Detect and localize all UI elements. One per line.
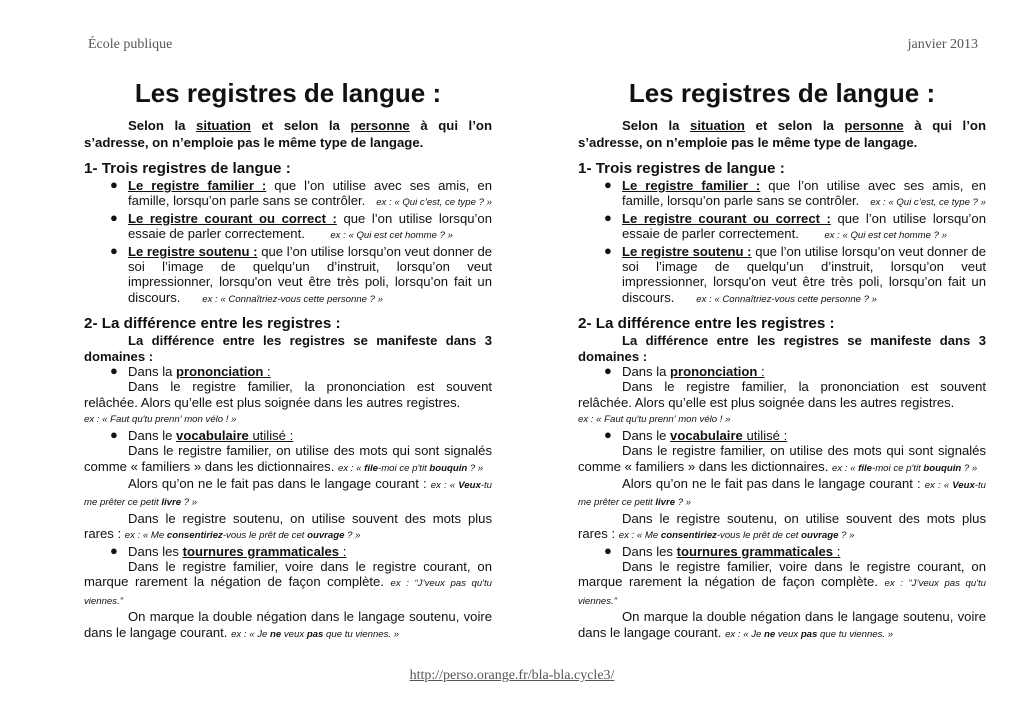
domain-text: Dans le registre familier, voire dans le registre courant, on marque rarement la négation de façon complète. ex : “J’veux pas qu'tu viennes.” xyxy=(84,558,492,607)
bullet-icon: ● xyxy=(604,542,612,558)
domain-text: Alors qu’on ne le fait pas dans le langage courant : ex : « Veux-tu me prêter ce petit livre ? » xyxy=(84,475,492,509)
domain-text: Dans le registre familier, la prononciation est souvent relâchée. Alors qu’elle est plus soignée dans les autres registres. xyxy=(578,379,986,410)
domain-text: Alors qu’on ne le fait pas dans le langage courant : ex : « Veux-tu me prêter ce petit livre ? » xyxy=(578,475,986,509)
bullet-icon: ● xyxy=(604,209,612,225)
bullet-icon: ● xyxy=(110,177,118,192)
domain-text: Dans le registre soutenu, on utilise souvent des mots plus rares : ex : « Me consentiriez-vous le prêt de cet ouvrage ? » xyxy=(84,510,492,542)
sheet-copy-right xyxy=(578,78,986,642)
bullet-registre-familier: ● Le registre familier : que l’on utilise avec ses amis, en famille, lorsqu’on parle sans se contrôler. ex : « Qui c’est, ce type ? » xyxy=(110,177,492,209)
section-title: 2- La différence entre les registres : xyxy=(578,315,835,333)
section-title: 1- Trois registres de langue : xyxy=(84,160,291,177)
domain-text: Dans le registre familier, la prononciation est souvent relâchée. Alors qu’elle est plus soignée dans les autres registres. xyxy=(84,379,492,410)
bullet-icon: ● xyxy=(604,177,612,192)
bullet-registre-soutenu: ● Le registre soutenu : que l’on utilise lorsqu’on veut donner de soi l’image de quelqu’un d’instruit, lorsqu’on veut impressionner, lorsqu'on veut être très poli, lorsqu’on fait un discours. ex : « Connaîtriez-vous cette personne ? » xyxy=(110,242,493,305)
bullet-icon: ● xyxy=(110,542,118,558)
bullet-registre-courant: ● Le registre courant ou correct : que l’on utilise lorsqu’on essaie de parler correctement. ex : « Qui est cet homme ? » xyxy=(110,209,492,242)
bullet-icon: ● xyxy=(110,242,118,258)
intro-paragraph: Selon la situation et selon la personne à qui l’on s’adresse, on n’emploie pas le même type de langage. xyxy=(578,118,986,150)
bullet-icon: ● xyxy=(110,426,118,442)
section-difference xyxy=(578,315,986,642)
header-school: École publique xyxy=(88,37,173,52)
section-title: 1- Trois registres de langue : xyxy=(578,160,785,177)
domain-text: On marque la double négation dans le langage soutenu, voire dans le langage courant. ex : « Je ne veux pas que tu viennes. » xyxy=(578,609,986,640)
domain-vocabulaire: ● Dans le vocabulaire utilisé : xyxy=(110,426,294,443)
section-trois-registres xyxy=(578,160,986,307)
bullet-icon: ● xyxy=(604,363,612,379)
bullet-icon: ● xyxy=(110,363,118,379)
footer-url-link[interactable]: http://perso.orange.fr/bla-bla.cycle3/ xyxy=(409,668,615,683)
bullet-registre-soutenu: ● Le registre soutenu : que l’on utilise lorsqu’on veut donner de soi l’image de quelqu’un d’instruit, lorsqu’on veut impressionner, lorsqu'on veut être très poli, lorsqu’on fait un discours. ex : « Connaîtriez-vous cette personne ? » xyxy=(604,242,987,305)
section-difference xyxy=(84,315,492,642)
section-lead: La différence entre les registres se manifeste dans 3 domaines : xyxy=(84,333,492,364)
domain-tournures: ● Dans les tournures grammaticales : xyxy=(604,542,841,559)
bullet-icon: ● xyxy=(604,242,612,258)
intro-paragraph: Selon la situation et selon la personne à qui l’on s’adresse, on n’emploie pas le même type de langage. xyxy=(84,118,492,150)
domain-text: On marque la double négation dans le langage soutenu, voire dans le langage courant. ex : « Je ne veux pas que tu viennes. » xyxy=(84,609,492,640)
bullet-icon: ● xyxy=(110,209,118,225)
bullet-registre-courant: ● Le registre courant ou correct : que l’on utilise lorsqu’on essaie de parler correctement. ex : « Qui est cet homme ? » xyxy=(604,209,986,242)
header-date: janvier 2013 xyxy=(907,37,978,52)
bullet-icon: ● xyxy=(604,426,612,442)
domain-text: Dans le registre familier, on utilise des mots qui sont signalés comme « familiers » dans les dictionnaires. ex : « file-moi ce p'tit bouquin ? » xyxy=(578,443,986,474)
domain-prononciation: ● Dans la prononciation : xyxy=(110,363,271,380)
domain-prononciation: ● Dans la prononciation : xyxy=(604,363,765,380)
domain-text: Dans le registre soutenu, on utilise souvent des mots plus rares : ex : « Me consentiriez-vous le prêt de cet ouvrage ? » xyxy=(578,510,986,542)
sheet-copy-left xyxy=(84,78,492,642)
sheet-title: Les registres de langue : xyxy=(134,78,442,108)
domain-text: Dans le registre familier, voire dans le registre courant, on marque rarement la négation de façon complète. ex : “J’veux pas qu'tu viennes.” xyxy=(578,558,986,607)
section-lead: La différence entre les registres se manifeste dans 3 domaines : xyxy=(578,333,986,364)
sheet-title: Les registres de langue : xyxy=(628,78,936,108)
section-trois-registres xyxy=(84,160,492,307)
example: ex : « Faut qu'tu prenn' mon vélo ! » xyxy=(578,414,731,426)
example: ex : « Faut qu'tu prenn' mon vélo ! » xyxy=(84,414,237,426)
domain-text: Dans le registre familier, on utilise des mots qui sont signalés comme « familiers » dans les dictionnaires. ex : « file-moi ce p'tit bouquin ? » xyxy=(84,443,492,474)
bullet-registre-familier: ● Le registre familier : que l’on utilise avec ses amis, en famille, lorsqu’on parle sans se contrôler. ex : « Qui c’est, ce type ? » xyxy=(604,177,986,209)
domain-tournures: ● Dans les tournures grammaticales : xyxy=(110,542,347,559)
section-title: 2- La différence entre les registres : xyxy=(84,315,341,333)
domain-vocabulaire: ● Dans le vocabulaire utilisé : xyxy=(604,426,788,443)
